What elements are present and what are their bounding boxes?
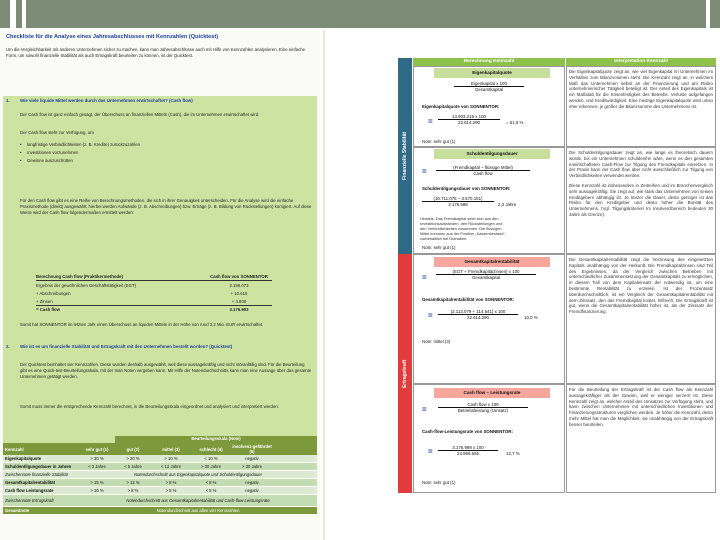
kpi-name: Cash flow – Leistungsrate <box>434 388 550 398</box>
column-header: Cash flow von SONNENTOR <box>210 274 268 279</box>
formula: (Fremdkapital – flüssige Mittel) Cash flow <box>436 165 530 176</box>
cashflow-rate-interpretation: Für die Beurteilung der Ertragskraft ist der Cash flow als Kennzahl aussagekräftiger als der Gewinn, weil er weniger verzerrt ist. Diese Kennzahl zeigt an, welcher Anteil des Umsatzes zur Verfügung steht, und kann zwischen Unternehmen mit unterschiedlichen Investitionen und Finanzierungsstrukturen verglichen werden. Je höher die Kennzahl, desto mehr Mittel hat man die Möglichkeit, sie unabhängig von der Ertragskraft besser beurteilen. <box>566 384 716 493</box>
table-super-header: Beurteilungsskala (Note) <box>115 436 317 443</box>
left-page <box>0 30 320 540</box>
return-on-capital-calculation <box>413 254 565 384</box>
calculation: $\frac{13.903.216 x 100}{22.614.290}$ <box>438 114 500 125</box>
grade-note: Note: mittel (3) <box>422 339 451 344</box>
table-row: Gesamtkapitalrentabilität > 15 % > 12 % > 8 % < 8 % negativ <box>3 479 317 487</box>
paragraph: Somit hat SONNENTOR im letzten Jahr einen Überschuss an liquiden Mitteln in der Höhe von rund 3,2 Mio. EUR erwirtschaftet. <box>20 322 264 327</box>
table-row: Schuldentilgungsdauer in Jahren < 3 Jahre < 5 Jahre < 12 Jahre > 30 Jahre > 30 Jahre <box>3 463 317 471</box>
debt-repayment-calculation <box>413 147 565 254</box>
equity-ratio-interpretation: Die Eigenkapitalquote zeigt an, wie viel Eigenkapital im Unternehmen im Verhältnis zum Bilanzvolumen steht. Die Kennzahl zeigt an, in welchem Maß das Unternehmen selbst an der Finanzierung und am Risiko unternehmerischer Tätigkeit beteiligt ist. Der Anteil des Eigenkapitals ist ein Maßstab für die Krisenfestigkeit des Betriebs. Verluste aufgefangen werden, und Kreditwürdigkeit. Eine niedrige Eigenkapitalquote wird umso eher erkennen, je größer die Bilanzsumme des Unternehmens ist. <box>566 66 716 147</box>
table-header <box>36 267 272 281</box>
header-decoration <box>22 0 26 28</box>
table-row: Eigenkapitalquote > 30 % > 20 % > 10 % < 10 % negativ <box>3 455 317 463</box>
table-row: Zwischennote Ertragskraft Notendurchschnitt aus Gesamtkapitalrentabilität und Cash-flow-Leistungsrate <box>3 495 317 507</box>
equals-sign: = <box>428 311 433 320</box>
return-on-capital-interpretation: Die Gesamtkapitalrentabilität zeigt die Verzinsung des eingesetzten Kapitals unabhängig von der Herkunft. Die Fremdkapitalzinsen sind Teil des Ergebnisses, da der Vergleich zwischen Betrieben mit unterschiedlicher Zusammensetzung der Gesamtkapitals zu ermöglichen, in diesem Fall von dem Kapitaleinsatz der notwendig ist, um eine bestimmte Rentabilität zu erzielen. Ist der Prozentsatz überdurchschnittlich, ist ein Vergleich der Gesamtkapitalrentabilität mit dem Zinssatz, den das Fremdkapital kostet, hilfreich. Die Ertragskraft ist gut, wenn die Gesamtkapitalrentabilität höher ist, als der Zinssatz der Fremdfinanzierung. <box>566 254 716 384</box>
slide-header-bar <box>0 0 720 28</box>
calculation: $\frac{(2.113.079 + 114.541) x 100}{22.614.290}$ <box>438 309 518 320</box>
result-value: 2,3 Jahre <box>498 202 517 207</box>
table-row: Zwischennote finanzielle Stabilität Notendurchschnitt aus Eigenkapitalquote und Schuldentilgungsdauer <box>3 471 317 479</box>
column-header: Berechnung Cash flow (Praktikermethode) <box>36 274 123 279</box>
table-row: Ergebnis der gewöhnlichen Geschäftstätigkeit (EGT) 2.158.073 <box>36 282 249 288</box>
kpi-name: Gesamtkapitalrentabilität <box>434 257 550 267</box>
question-2: 2. Wie ist es um finanzielle Stabilität und Ertragskraft mit den Unternehmen bestellt worden? (Quicktest) <box>6 344 233 349</box>
equals-sign: = <box>422 405 427 414</box>
formula: (EGT + Fremdkapitalzinsen) x 100 Gesamtkapital <box>436 269 536 280</box>
equals-sign: = <box>428 447 433 456</box>
list-item: • Gewinne auszuschütten <box>27 158 73 163</box>
table-row: Cash flow Leistungsrate > 10 % > 8 % > 5 % < 5 % negativ <box>3 487 317 495</box>
column-header-interpretation: Interpretation Kennzahl <box>566 58 716 66</box>
equals-sign: = <box>422 273 427 282</box>
kpi-name: Eigenkapitalquote <box>434 68 550 78</box>
cashflow-table <box>36 267 272 313</box>
result-value: 10,0 % <box>524 315 538 320</box>
formula: Eigenkapital x 100 Gesamtkapital <box>454 81 524 92</box>
table-total-row: = Cash flow 3.176.903 <box>36 305 272 313</box>
hint-text: Hinweis: Das Fremdkapital setzt sich aus den Investitionsaufwänden, den Rückstellungen und den Verbindlichkeiten zusammen. Die flüssigen Mittel kommen aus der Position „Kassenbestand“, vorbehaltlich bei Guthaben. <box>420 216 506 241</box>
kpi-name: Schuldentilgungsdauer <box>434 149 550 159</box>
result-value: 12,7 % <box>506 451 520 456</box>
table-row: + Abschreibungen + 10.615 <box>36 290 248 296</box>
rating-scale-table <box>3 436 317 515</box>
column-header-calculation: Berechnung Kennzahl <box>413 58 565 66</box>
grade-note: Note: sehr gut (1) <box>422 139 456 144</box>
header-decoration <box>10 0 16 28</box>
calculation: $\frac{(10.711.075 - 3.570.151)}{3.176.588}$ <box>422 196 494 207</box>
paragraph: Der Cash flow ist ganz einfach gesagt, der Überschuss an finanziellen Mitteln (Cash), die im Unternehmen erwirtschaftet wird. <box>20 112 260 117</box>
grade-note: Note: sehr gut (1) <box>422 480 456 485</box>
question-1: 1. Wie viele liquide Mittel werden durch das Unternehmen erwirtschaftet? (Cash flow) <box>6 98 193 103</box>
page-divider <box>323 30 325 540</box>
calc-label: Eigenkapitalquote von SONNENTOR: <box>422 104 500 109</box>
table-header-row: Kennzahl sehr gut (1) gut (2) mittel (3) schlecht (4) insolvenz-gefährdet (5) <box>3 443 317 455</box>
paragraph: Der Quicktest beinhaltet vier Kennzahlen. Diese wurden deshalb ausgewählt, weil diese aussagekräftig und nicht störanfällig sind. Für die Beurteilung gibt es eine Quick-test-Beurteilungsskala, mit der man Noten vergeben kann. Mit Hilfe der Notendurchschnitts kann man eine Aussage über das gesamte Unternehmen getätigt werden. <box>20 362 312 379</box>
result-value: = 61,6 % <box>506 120 524 125</box>
calc-label: Gesamtkapitalrentabilität von SONNENTOR: <box>422 297 515 302</box>
table-total-row: Gesamtnote Notendurchschnitt aus allen vier Kennzahlen <box>3 507 317 515</box>
calc-label: Cash-flow-Leistungsrate von SONNENTOR: <box>422 429 513 434</box>
grade-note: Note: sehr gut (1) <box>422 245 456 250</box>
cashflow-rate-calculation <box>413 384 565 493</box>
formula: Cash flow x 100 Betriebsleistung (Umsatz) <box>438 402 528 413</box>
calc-label: Schuldentilgungsdauer von SONNENTOR: <box>422 186 511 191</box>
list-item: • Investitionen vorzunehmen <box>27 150 78 155</box>
page-title: Checkliste für die Analyse eines Jahresabschlusses mit Kennzahlen (Quicktest) <box>6 34 219 40</box>
equals-sign: = <box>422 167 427 176</box>
list-item: • langfristige Verbindlichkeiten (z. B. Kredite) zurückzuzahlen <box>27 142 140 147</box>
intro-text: Um die Vergleichbarkeit mit anderen Unternehmen sicher zu machen, kann man Jahresabschlüsse auch mit Hilfe von Kennzahlen analysieren. Eine einfache Form, um sowohl finanzielle Stabilität als auch Ertragskraft beurteilen zu können, ist der Quicktest. <box>6 47 306 58</box>
header-decoration <box>706 0 710 28</box>
side-label-stability: Finanzielle Stabilität <box>398 58 412 254</box>
equity-ratio-calculation <box>413 66 565 147</box>
paragraph: Für den Cash flow gibt es eine Reihe von Berechnungsmethoden, die sich in ihrer Genauigkeit unterscheiden. Für die Analyse wird die einfache Praxismethode (direkt) ausgewählt; hierbei werden Aufwände (z. B. Abschreibungen) bzw. Erträge (z. B. Bildung von Rückstellungen) korrigiert. Auf diese Weise wird der Cash flow folgendermaßen ermittelt werden: <box>20 198 312 215</box>
side-label-profitability: Ertragskraft <box>398 254 412 493</box>
calculation: $\frac{3.176.998 x 100}{24.958.655}$ <box>438 445 498 456</box>
paragraph: Somit muss immer die entsprechende Kennzahl berechnet, in die Beurteilungsskala eingeordnet und analysiert und interpretiert werden. <box>20 404 279 409</box>
table-row: + Zinsen + 4.800 <box>36 298 247 304</box>
paragraph: Der Cash flow steht zur Verfügung, um <box>20 130 94 135</box>
equals-sign: = <box>428 117 433 126</box>
debt-repayment-interpretation: Die Schuldentilgungsdauer zeigt an, wie lange es theoretisch dauern würde, bis ein Unternehmen schuldenfrei wäre, wenn es den gesamten erwirtschafteten Cash-Flow zur Tilgung des Fremdkapitals einsetzen. In der Praxis kann der Cash flow aber nicht ausschließlich zur Tilgung von Verbindlichkeiten verwendet werden. Diese Kennzahl ist insbesondere in Zeitreihen und im Branchenvergleich sehr aussagekräftig. Sie zeigt auf, wie stark das Unternehmen von seinen Kreditgebern abhängig ist. Je kürzer die Dauer, desto geringer ist das Risiko für den Kreditgeber und desto höher die Bonität des Unternehmens. (Vgl. Tilgungskriterien Im Insolvenzbereich bedeuten 30 Jahre als Grenze). <box>566 147 716 254</box>
